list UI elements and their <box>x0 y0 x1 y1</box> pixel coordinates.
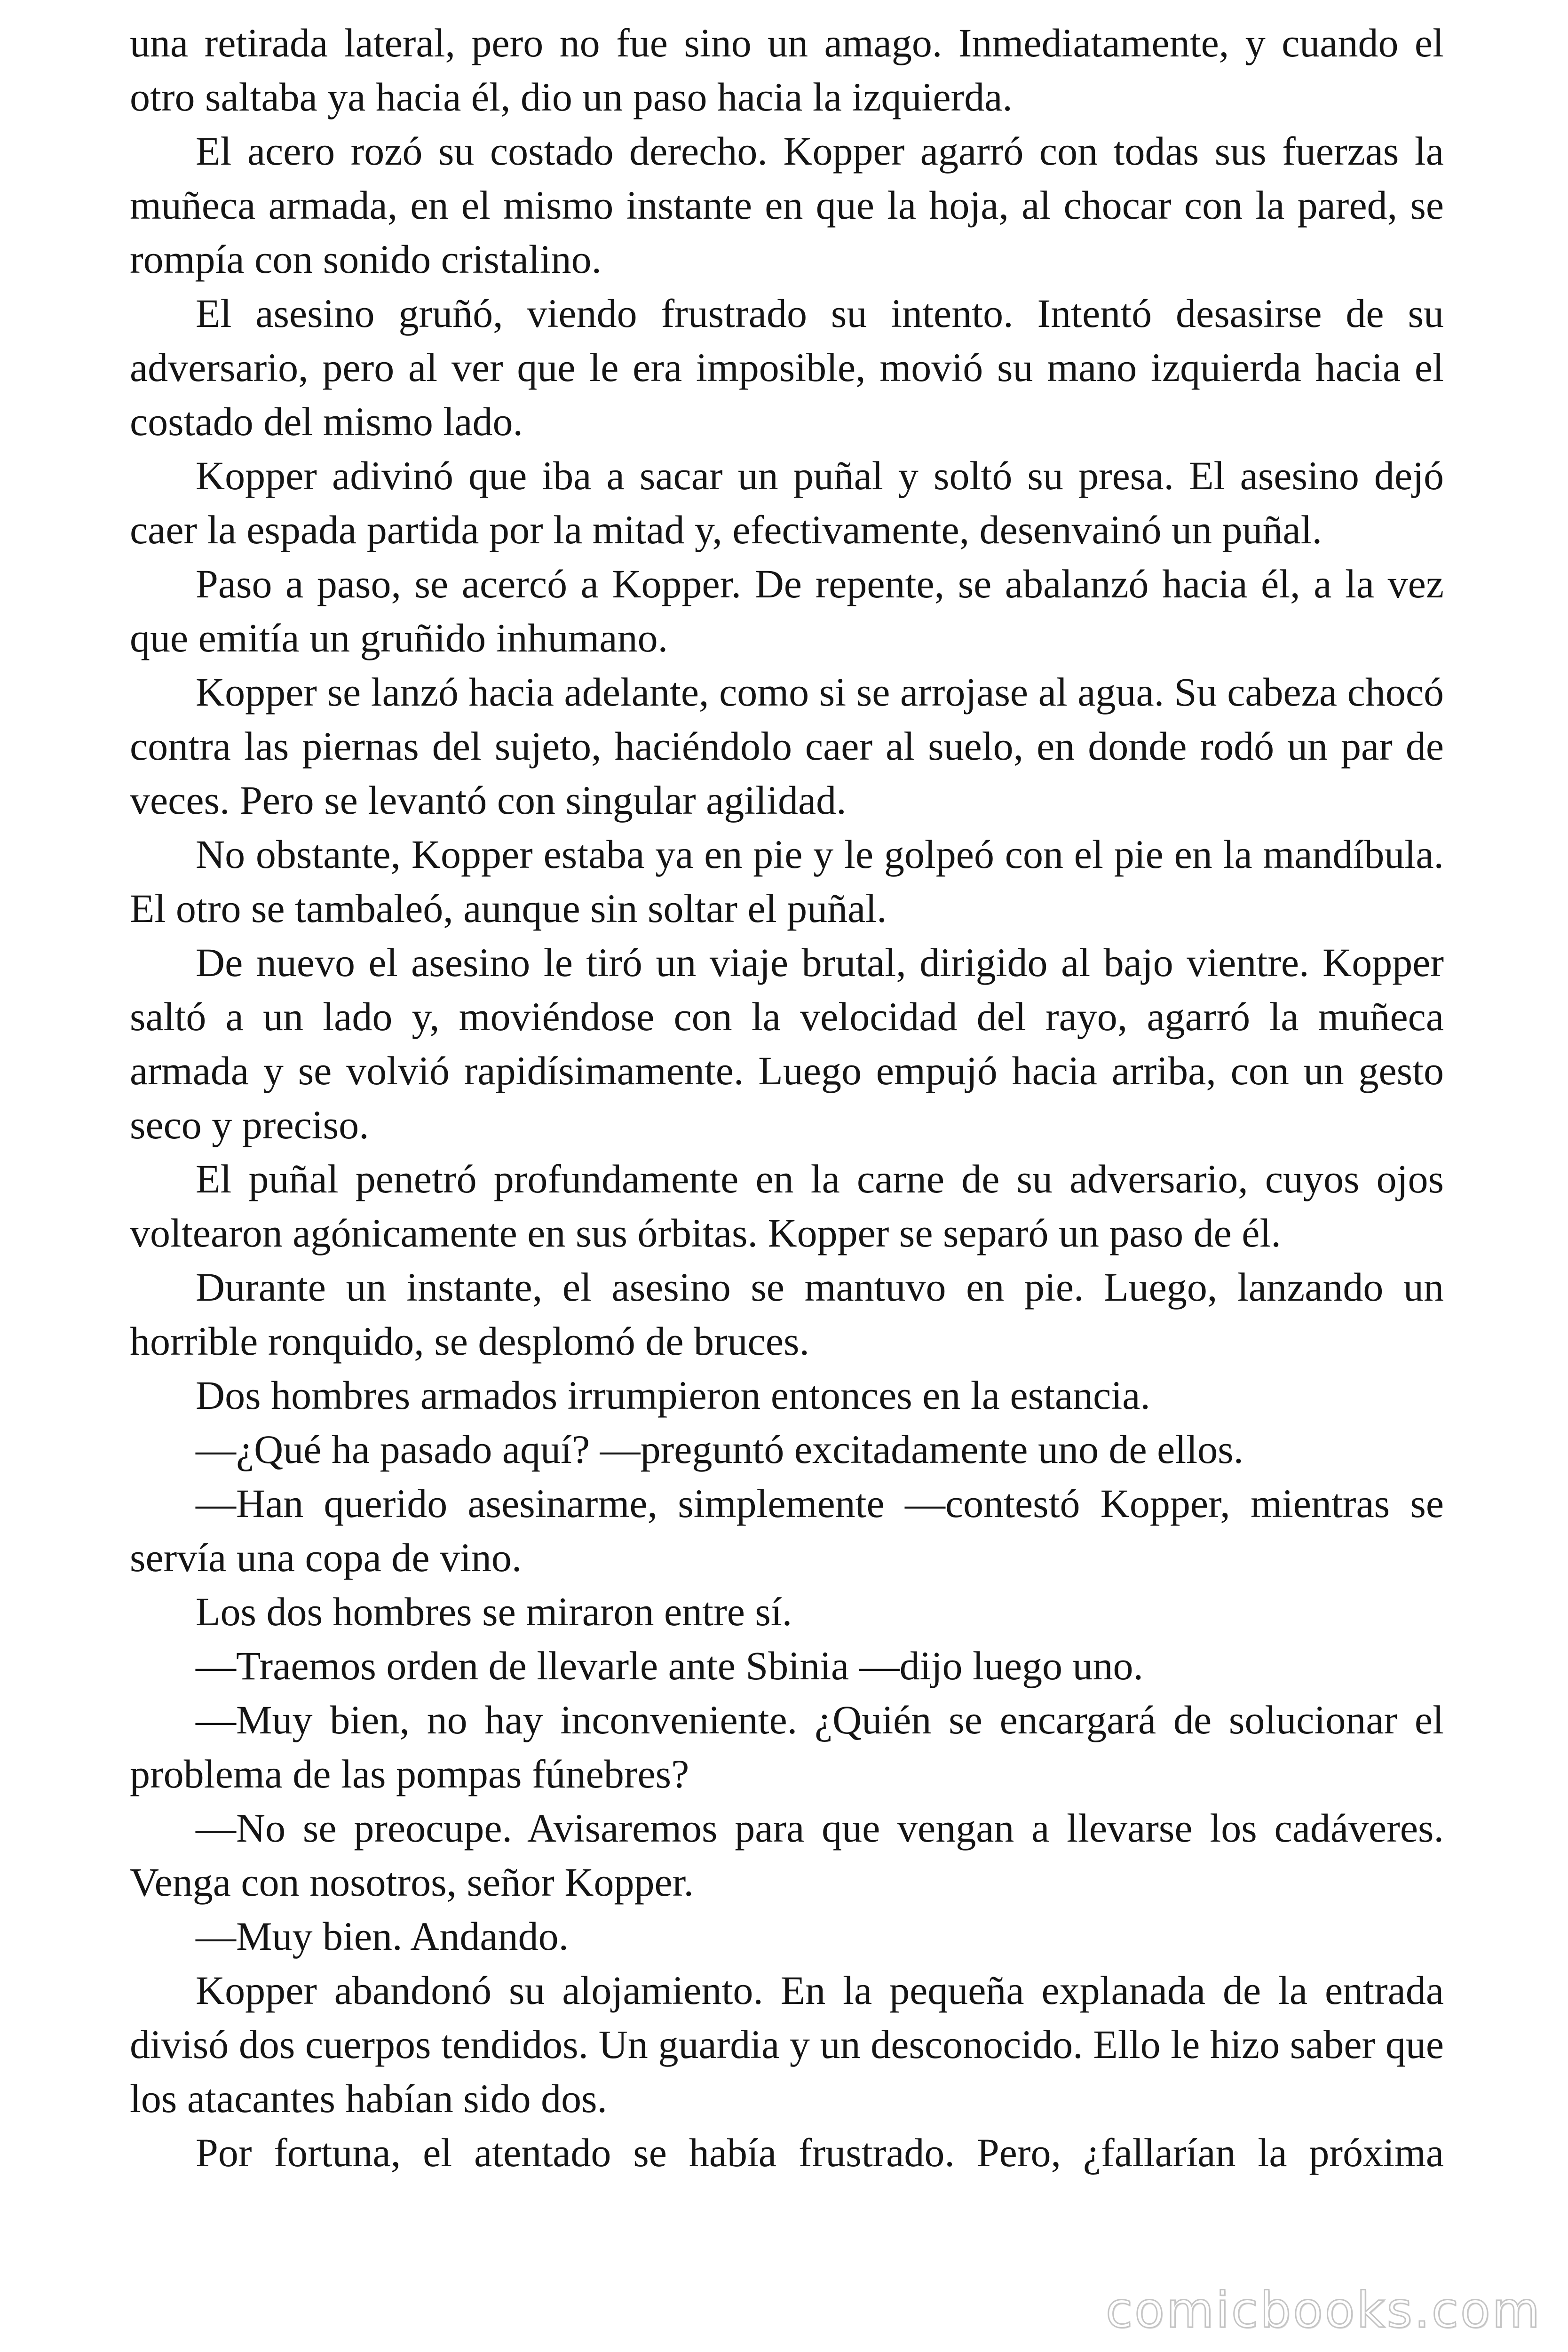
paragraph: El acero rozó su costado derecho. Kopper agarró con todas sus fuerzas la muñeca armada, en el mismo instante en que la hoja, al chocar con la pared, se rompía con sonido cristalino. <box>130 128 1444 282</box>
paragraph: Por fortuna, el atentado se había frustrado. Pero, ¿fallarían la próxima <box>196 2130 1444 2175</box>
book-page-body <box>130 16 1444 2180</box>
paragraph: Durante un instante, el asesino se mantuvo en pie. Luego, lanzando un horrible ronquido, se desplomó de bruces. <box>130 1264 1444 1364</box>
paragraph: —No se preocupe. Avisaremos para que vengan a llevarse los cadáveres. Venga con nosotros, señor Kopper. <box>130 1805 1444 1905</box>
paragraph: Dos hombres armados irrumpieron entonces en la estancia. <box>196 1373 1150 1418</box>
paragraph: Kopper abandonó su alojamiento. En la pequeña explanada de la entrada divisó dos cuerpos tendidos. Un guardia y un desconocido. Ello le hizo saber que los atacantes habían sido dos. <box>130 1968 1444 2121</box>
paragraph: —Muy bien, no hay inconveniente. ¿Quién se encargará de solucionar el problema de las pompas fúnebres? <box>130 1697 1444 1796</box>
paragraph: No obstante, Kopper estaba ya en pie y le golpeó con el pie en la mandíbula. El otro se tambaleó, aunque sin soltar el puñal. <box>130 832 1444 931</box>
paragraph: —Traemos orden de llevarle ante Sbinia —dijo luego uno. <box>196 1643 1144 1688</box>
paragraph: —Han querido asesinarme, simplemente —contestó Kopper, mientras se servía una copa de vino. <box>130 1481 1444 1580</box>
paragraph: El puñal penetró profundamente en la carne de su adversario, cuyos ojos voltearon agónicamente en sus órbitas. Kopper se separó un paso de él. <box>130 1156 1444 1255</box>
paragraph: una retirada lateral, pero no fue sino un amago. Inmediatamente, y cuando el otro saltaba ya hacia él, dio un paso hacia la izquierda. <box>130 20 1444 119</box>
paragraph: Kopper se lanzó hacia adelante, como si se arrojase al agua. Su cabeza chocó contra las piernas del sujeto, haciéndolo caer al suelo, en donde rodó un par de veces. Pero se levantó con singular agilidad. <box>130 669 1444 823</box>
paragraph: —¿Qué ha pasado aquí? —preguntó excitadamente uno de ellos. <box>196 1427 1244 1472</box>
paragraph: Los dos hombres se miraron entre sí. <box>196 1589 792 1634</box>
paragraph: Paso a paso, se acercó a Kopper. De repente, se abalanzó hacia él, a la vez que emitía un gruñido inhumano. <box>130 561 1444 660</box>
paragraph: El asesino gruñó, viendo frustrado su intento. Intentó desasirse de su adversario, pero al ver que le era imposible, movió su mano izquierda hacia el costado del mismo lado. <box>130 291 1444 444</box>
paragraph: De nuevo el asesino le tiró un viaje brutal, dirigido al bajo vientre. Kopper saltó a un lado y, moviéndose con la velocidad del rayo, agarró la muñeca armada y se volvió rapidísimamente. Luego empujó hacia arriba, con un gesto seco y preciso. <box>130 940 1444 1147</box>
paragraph: Kopper adivinó que iba a sacar un puñal y soltó su presa. El asesino dejó caer la espada partida por la mitad y, efectivamente, desenvainó un puñal. <box>130 453 1444 552</box>
paragraph: —Muy bien. Andando. <box>196 1914 569 1959</box>
watermark: comicbooks.com <box>1105 2281 1542 2339</box>
